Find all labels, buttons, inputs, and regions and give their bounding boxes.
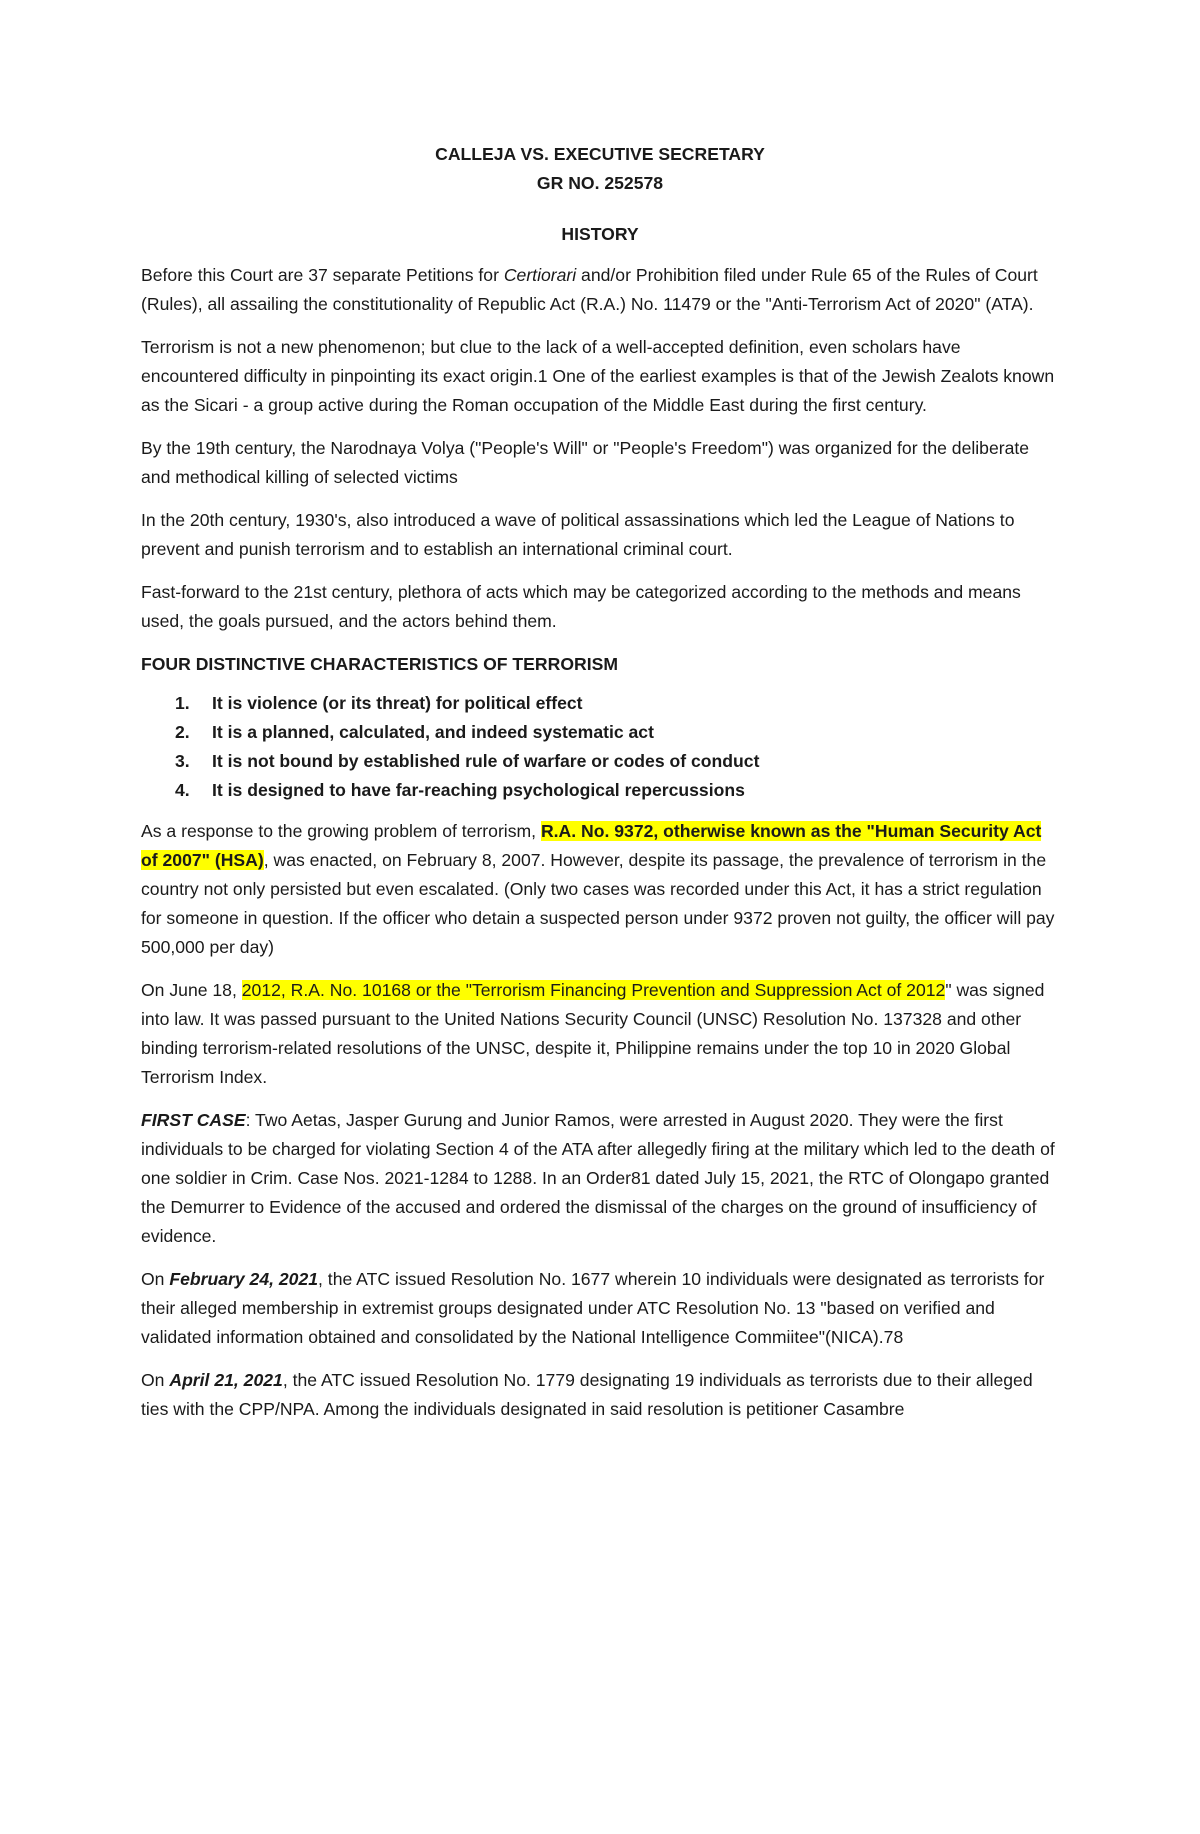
- paragraph-21st-century: Fast-forward to the 21st century, plethora of acts which may be categorized according to the methods and means used, the goals pursued, and the actors behind them.: [141, 582, 1021, 631]
- paragraph-resolution-1779: On April 21, 2021, the ATC issued Resolution No. 1779 designating 19 individuals as terrorists due to their alleged ties with the CPP/NPA. Among the individuals designated in said resolution is petitioner Casambre: [141, 1370, 1033, 1419]
- highlighted-text: 2012, R.A. No. 10168 or the "Terrorism Financing Prevention and Suppression Act of 2012: [241, 980, 946, 1000]
- list-item: 2. It is a planned, calculated, and indeed systematic act: [175, 722, 654, 742]
- document-header: [141, 140, 1059, 198]
- paragraph-terrorism-origin: Terrorism is not a new phenomenon; but clue to the lack of a well-accepted definition, even scholars have encountered difficulty in pinpointing its exact origin.1 One of the earliest examples is that of the Jewish Zealots known as the Sicari - a group active during the Roman occupation of the Middle East during the first century.: [141, 337, 1055, 415]
- paragraph-resolution-1677: On February 24, 2021, the ATC issued Resolution No. 1677 wherein 10 individuals were designated as terrorists for their alleged membership in extremist groups designated under ATC Resolution No. 13 "based on verified and validated information obtained and consolidated by the National Intelligence Commiitee"(NICA).78: [141, 1269, 1045, 1347]
- section-heading-history: HISTORY: [561, 224, 639, 244]
- highlighted-text: R.A. No. 9372, otherwise known as the "Human Security Act of 2007" (HSA): [141, 821, 1042, 870]
- paragraph-20th-century: In the 20th century, 1930's, also introduced a wave of political assassinations which led the League of Nations to prevent and punish terrorism and to establish an international criminal court.: [141, 510, 1015, 559]
- paragraph-first-case: FIRST CASE: Two Aetas, Jasper Gurung and Junior Ramos, were arrested in August 2020. They were the first individuals to be charged for violating Section 4 of the ATA after allegedly firing at the military which led to the death of one soldier in Crim. Case Nos. 2021-1284 to 1288. In an Order81 dated July 15, 2021, the RTC of Olongapo granted the Demurrer to Evidence of the accused and ordered the dismissal of the charges on the ground of insufficiency of evidence.: [141, 1110, 1055, 1246]
- list-item: 4. It is designed to have far-reaching psychological repercussions: [175, 780, 745, 800]
- document-page: [141, 140, 1059, 1438]
- list-item: 3. It is not bound by established rule of warfare or codes of conduct: [175, 751, 760, 771]
- paragraph-terrorism-financing-act: On June 18, 2012, R.A. No. 10168 or the "Terrorism Financing Prevention and Suppression Act of 2012" was signed into law. It was passed pursuant to the United Nations Security Council (UNSC) Resolution No. 137328 and other binding terrorism-related resolutions of the UNSC, despite it, Philippine remains under the top 10 in 2020 Global Terrorism Index.: [141, 980, 1045, 1087]
- list-item: 1. It is violence (or its threat) for political effect: [175, 693, 583, 713]
- characteristics-list: [141, 689, 1059, 805]
- case-title: CALLEJA VS. EXECUTIVE SECRETARY: [435, 144, 765, 164]
- case-number: GR NO. 252578: [536, 173, 664, 193]
- first-case-label: FIRST CASE: [141, 1110, 246, 1130]
- characteristics-heading: FOUR DISTINCTIVE CHARACTERISTICS OF TERRORISM: [141, 654, 618, 674]
- paragraph-19th-century: By the 19th century, the Narodnaya Volya ("People's Will" or "People's Freedom") was organized for the deliberate and methodical killing of selected victims: [141, 438, 1030, 487]
- paragraph-petitions: Before this Court are 37 separate Petitions for Certiorari and/or Prohibition filed under Rule 65 of the Rules of Court (Rules), all assailing the constitutionality of Republic Act (R.A.) No. 11479 or the "Anti-Terrorism Act of 2020" (ATA).: [141, 265, 1038, 314]
- paragraph-human-security-act: As a response to the growing problem of terrorism, R.A. No. 9372, otherwise known as the "Human Security Act of 2007" (HSA), was enacted, on February 8, 2007. However, despite its passage, the prevalence of terrorism in the country not only persisted but even escalated. (Only two cases was recorded under this Act, it has a strict regulation for someone in question. If the officer who detain a suspected person under 9372 proven not guilty, the officer will pay 500,000 per day): [141, 821, 1055, 957]
